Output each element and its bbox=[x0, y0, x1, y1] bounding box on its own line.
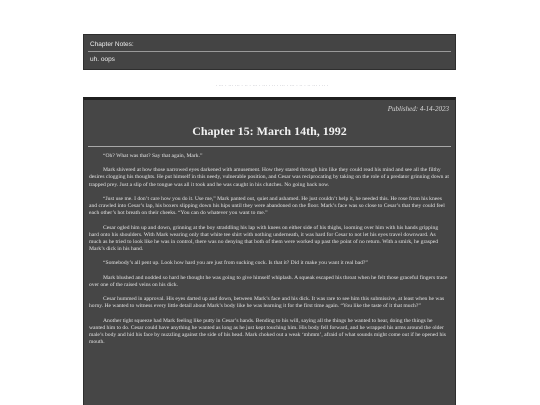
chapter-paragraph: “Somebody’s all pent up. Look how hard you are just from sucking cock. Is that it? Did it make you want it real bad?” bbox=[103, 260, 368, 267]
chapter-title: Chapter 15: March 14th, 1992 bbox=[192, 124, 347, 138]
chapter-panel bbox=[83, 97, 456, 405]
chapter-paragraph: Mark shivered at how those narrowed eyes darkened with amusement. How they stared through him like they could read his mind and see all the filthy desires clogging his thoughts. He put himself in this needy, vulnerable position, and Cesar was reciprocating by taking on the role of a predator grinning down at trapped prey. Just a slip of the tongue was all it took and he was caught in his clutches. No going back now. bbox=[89, 167, 449, 188]
chapter-paragraph: Cesar ogled him up and down, grinning at the boy straddling his lap with knees on either side of his thighs, looming over him with his hands gripping hard onto his shoulders. With Mark wearing only that white tee shirt with nothing underneath, it was hard for Cesar to not let his eyes travel downward. As much as he tried to look like he was in control, there was no denying that both of them were worked up past the point of no return. With a smirk, he grasped Mark’s dick in his hand. bbox=[89, 224, 439, 252]
chapter-notes-heading: Chapter Notes: bbox=[90, 41, 134, 48]
chapter-paragraph: Another tight squeeze had Mark feeling like putty in Cesar’s hands. Bending to his will, saying all the things he wanted to hear, doing the things he wanted him to do. Cesar could have anything he wanted as long as he just kept touching him. His body fell forward, and he wrapped his arms around the older male’s body and hid his face by nuzzling against the side of his head. Mark choked out a weak ‘mhmm’, afraid of what sounds might come out if he opened his mouth. bbox=[89, 317, 446, 345]
chapter-paragraph: Mark blushed and nodded so hard he thought he was going to give himself whiplash. A squeak escaped his throat when he felt those graceful fingers trace over one of the raised veins on his dick. bbox=[89, 274, 448, 288]
chapter-text bbox=[89, 153, 449, 353]
chapter-paragraph: “Just use me. I don’t care how you do it. Use me,” Mark panted out, quiet and ashamed. He just couldn’t help it, he needed this. He rose from his knees and crawled into Cesar’s lap, his boxers slipping down his hips until they were abandoned on the floor. Mark’s face was so close to Cesar’s that they could feel each other’s hot breath on their cheeks. “You can do whatever you want to me.” bbox=[89, 195, 445, 217]
chapter-notes-panel bbox=[83, 34, 456, 70]
chapter-title-divider bbox=[88, 146, 451, 147]
published-date: Published: 4-14-2023 bbox=[387, 105, 449, 113]
chapter-paragraph: Cesar hummed in approval. His eyes darted up and down, between Mark’s face and his dick. It was rare to see him this submissive, at least when he was horny. He wanted to witness every little detail about Mark’s body like he was learning it for the first time again. “You like the taste of it that much?” bbox=[89, 296, 445, 310]
chapter-notes-body: uh. oops bbox=[90, 56, 115, 63]
kudos-tagline: · ··· · ··· ··· · ·· · ··· · ··· · ·· · ··· · ··· · ·· · ·· ··· · ·· · bbox=[215, 83, 329, 88]
chapter-paragraph: “Oh? What was that? Say that again, Mark.” bbox=[103, 153, 203, 159]
